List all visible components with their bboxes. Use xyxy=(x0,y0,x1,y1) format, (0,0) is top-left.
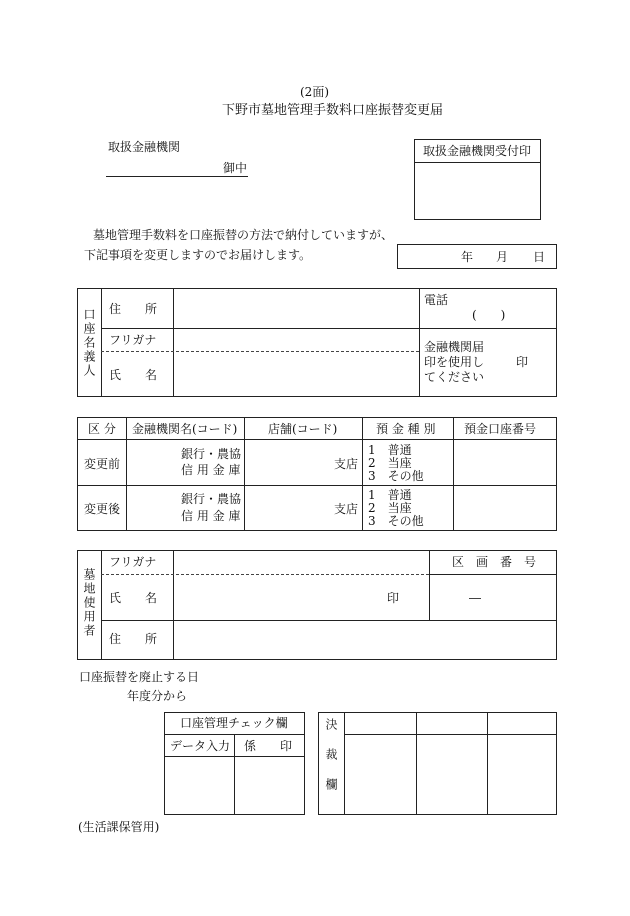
bank-divider xyxy=(362,417,363,531)
holder-divider xyxy=(173,288,174,397)
holder-phone-paren: ( ) xyxy=(472,308,506,322)
bank-divider xyxy=(77,439,557,440)
user-divider xyxy=(429,550,430,620)
holder-divider xyxy=(101,351,419,352)
user-divider xyxy=(429,574,557,575)
holder-divider xyxy=(419,288,420,397)
holder-address-input[interactable] xyxy=(175,290,417,326)
bank-row-type: 2 当座 xyxy=(368,501,412,515)
bank-row-kind: 信 用 金 庫 xyxy=(181,463,241,477)
date-month: 月 xyxy=(496,250,509,264)
holder-name-label: 氏 名 xyxy=(109,368,158,382)
date-day: 日 xyxy=(533,250,546,264)
holder-furigana-label: フリガナ xyxy=(109,333,157,347)
holder-seal-note: 印を使用し xyxy=(424,355,485,369)
holder-address-label: 住 所 xyxy=(109,302,158,316)
receipt-stamp-divider xyxy=(414,162,541,163)
bank-header-branch: 店舗(コード) xyxy=(268,422,338,436)
discontinue-year: 年度分から xyxy=(127,689,188,703)
page-title: 下野市墓地管理手数料口座振替変更届 xyxy=(222,103,444,118)
holder-divider xyxy=(101,288,102,397)
holder-phone-label: 電話 xyxy=(424,293,449,307)
bank-row-type: 3 その他 xyxy=(368,469,424,483)
check-title: 口座管理チェック欄 xyxy=(180,716,288,730)
addressee-honorific: 御中 xyxy=(223,161,248,175)
bank-header-deposit-type: 預 金 種 別 xyxy=(376,422,436,436)
intro-line-2: 下記事項を変更しますのでお届けします。 xyxy=(84,248,312,262)
approval-divider xyxy=(344,734,557,735)
footer-department: (生活課保管用) xyxy=(78,820,160,834)
intro-line-1: 墓地管理手数料を口座振替の方法で納付していますが、 xyxy=(93,228,394,242)
bank-divider xyxy=(244,417,245,531)
receipt-stamp-label: 取扱金融機関受付印 xyxy=(423,144,532,158)
user-divider xyxy=(173,550,174,660)
check-data-entry: データ入力 xyxy=(170,739,231,753)
holder-seal-note: 金融機関届 xyxy=(424,340,485,354)
bank-row-type: 3 その他 xyxy=(368,514,424,528)
holder-seal-mark: 印 xyxy=(516,355,529,369)
bank-row-kind: 信 用 金 庫 xyxy=(181,509,241,523)
bank-header-account-number: 預金口座番号 xyxy=(464,422,537,436)
user-divider xyxy=(101,550,102,660)
discontinue-label: 口座振替を廃止する日 xyxy=(79,670,200,684)
user-divider xyxy=(101,574,429,575)
holder-divider xyxy=(101,328,557,329)
approval-divider xyxy=(416,712,417,815)
check-clerk-seal: 係 印 xyxy=(244,739,293,753)
bank-header-institution: 金融機関名(コード) xyxy=(132,422,238,436)
holder-name-input[interactable] xyxy=(175,353,417,395)
bank-header-category: 区 分 xyxy=(88,422,116,436)
user-furigana-input[interactable] xyxy=(175,552,427,573)
bank-row-branch: 支店 xyxy=(334,457,359,471)
holder-side-label: 口座名義人 xyxy=(82,308,96,378)
bank-divider xyxy=(126,417,127,531)
user-divider xyxy=(101,620,557,621)
user-name-label: 氏 名 xyxy=(109,591,158,605)
approval-divider xyxy=(487,712,488,815)
plot-number-dash: ― xyxy=(469,591,481,605)
bank-account-input[interactable] xyxy=(455,487,555,529)
user-furigana-label: フリガナ xyxy=(109,555,157,569)
bank-row-branch: 支店 xyxy=(334,502,359,516)
holder-seal-note: てください xyxy=(424,370,485,384)
bank-row-kind: 銀行・農協 xyxy=(181,492,242,506)
bank-row-type: 1 普通 xyxy=(368,488,412,502)
bank-row-label: 変更後 xyxy=(84,502,121,516)
bank-account-input[interactable] xyxy=(455,441,555,483)
bank-row-label: 変更前 xyxy=(84,457,121,471)
user-name-input[interactable] xyxy=(175,576,375,618)
check-divider xyxy=(234,734,235,815)
bank-row-type: 2 当座 xyxy=(368,456,412,470)
user-address-label: 住 所 xyxy=(109,632,158,646)
holder-furigana-input[interactable] xyxy=(175,330,417,350)
user-side-label: 墓地使用者 xyxy=(82,568,96,638)
plot-number-header: 区 画 番 号 xyxy=(452,555,537,569)
approval-divider xyxy=(344,712,345,815)
bank-row-type: 1 普通 xyxy=(368,443,412,457)
date-year: 年 xyxy=(461,250,474,264)
bank-divider xyxy=(453,417,454,531)
page-number: (2面) xyxy=(300,85,329,99)
addressee-underline xyxy=(106,176,248,177)
bank-divider xyxy=(77,485,557,486)
approval-table xyxy=(318,712,557,815)
bank-row-kind: 銀行・農協 xyxy=(181,447,242,461)
addressee-label: 取扱金融機関 xyxy=(108,140,181,154)
user-address-input[interactable] xyxy=(175,622,555,658)
approval-label: 決裁欄 xyxy=(324,718,338,808)
user-seal-mark: 印 xyxy=(387,591,400,605)
